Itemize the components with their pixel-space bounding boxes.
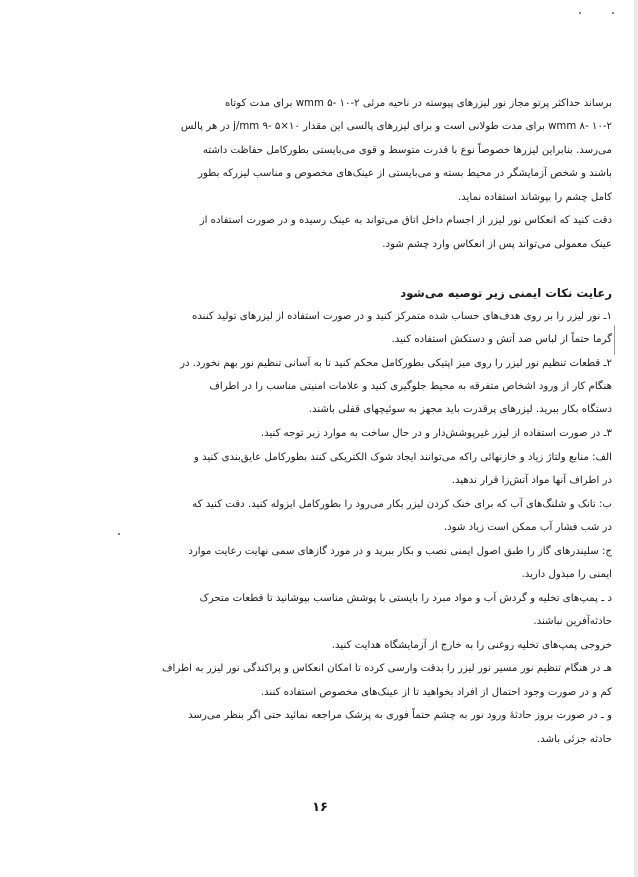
body-line-9: ب: تانک و شلنگ‌های آب که برای خنک کردن لیزر بکار می‌رود را بطورکامل ایزوله کنید. دقت کنید که: [192, 499, 612, 510]
intro-line-3: می‌رسد. بنابراین لیزرها خصوصاً نوع با قدرت متوسط و قوی می‌بایستی بطورکامل حفاظت داشته: [202, 145, 612, 156]
body-line-10: در شب فشار آب ممکن است زیاد شود.: [443, 522, 612, 533]
body-line-13: د ـ پمپ‌های تخلیه و گردش آب و مواد مبرد را بایستی با پوشش مناسب بپوشانید تا قطعات متحرک: [199, 593, 612, 604]
body-line-2: گرما حتماً از لباس ضد آتش و دستکش استفاده کنید.: [391, 334, 612, 345]
body-line-15: خروجی پمپ‌های تخلیه روغنی را به خارج از آزمایشگاه هدایت کنید.: [331, 640, 612, 651]
scan-speck: [612, 12, 614, 14]
body-line-5: دستگاه بکار ببرید. لیزرهای پرقدرت باید مجهز به سوئیچهای قفلی باشند.: [308, 404, 612, 415]
body-line-6: ۳ـ در صورت استفاده از لیزر غیرپوشش‌دار و در حال ساخت به موارد زیر توجه کنید.: [260, 428, 612, 439]
body-line-18: و ـ در صورت بروز حادثهٔ ورود نور به چشم حتماً فوری به پزشک مراجعه نمائید حتی اگر بنظر می‌رسد: [188, 710, 612, 721]
intro-line-2: ۲-wmm ۸- ۱۰ برای مدت طولانی است و برای لیزرهای پالسی این مقدار j/mm ۹- ۵×۱۰ در هر پالس: [180, 121, 612, 132]
scan-mark: [614, 325, 615, 355]
body-line-17: کم و در صورت وجود احتمال از افراد بخواهید تا از عینک‌های مخصوص استفاده کنند.: [260, 687, 612, 698]
section-heading: رعایت نکات ایمنی زیر توصیه می‌شود: [400, 286, 612, 300]
intro-line-1: برساند حداکثر پرتو مجاز نور لیزرهای پیوسته در ناحیه مرئی ۲-wmm ۵- ۱۰ برای مدت کوتاه: [224, 98, 612, 109]
body-line-16: هـ در هنگام تنظیم نور مسیر نور لیزر را بدقت وارسی کرده تا امکان انعکاس و پراکندگی نور لیزر به اطراف: [161, 663, 612, 674]
body-line-3: ۲ـ قطعات تنظیم نور لیزر را روی میز اپتیکی بطورکامل محکم کنید تا به آسانی تنظیم نور بهم نخورد. در: [180, 358, 612, 369]
intro-line-4: باشند و شخص آزمایشگر در محیط بسته و می‌بایستی از عینک‌های مخصوص و مناسب لیزرکه بطور: [198, 168, 612, 179]
body-line-11: ج: سلیندرهای گاز را طبق اصول ایمنی نصب و بکار ببرید و در مورد گازهای سمی نهایت رعایت موارد: [188, 546, 612, 557]
body-line-1: ۱ـ نور لیزر را بر روی هدف‌های حساب شده متمرکز کنید و در صورت استفاده از لیزرهای تولید کننده: [191, 311, 612, 322]
body-line-4: هنگام کار از ورود اشخاص متفرقه به محیط جلوگیری کنید و علامات امنیتی مناسب را در اطراف: [209, 381, 612, 392]
intro-line-5: کامل چشم را بپوشاند استفاده نماید.: [457, 192, 612, 203]
intro-line-7: عینک معمولی می‌تواند پس از انعکاس وارد چشم شود.: [382, 239, 612, 250]
body-line-7: الف: منابع ولتاژ زیاد و خازنهائی راکه می‌توانند ایجاد شوک الکتریکی کنند بطورکامل عایق‌بندی کنید و: [193, 452, 612, 463]
body-line-12: ایمنی را مبذول دارید.: [521, 569, 612, 580]
body-line-19: حادثه جزئی باشد.: [536, 734, 612, 745]
page-number: ۱۶: [312, 800, 328, 815]
scan-edge: [634, 0, 638, 877]
scan-speck: [579, 12, 581, 14]
body-line-8: در اطراف آنها مواد آتش‌زا قرار ندهید.: [451, 475, 612, 486]
intro-line-6: دقت کنید که انعکاس نور لیزر از اجسام داخل اتاق می‌تواند به عینک رسیده و در صورت استفاده از: [199, 215, 612, 226]
body-line-14: حادثه‌آفرین نباشند.: [533, 616, 612, 627]
